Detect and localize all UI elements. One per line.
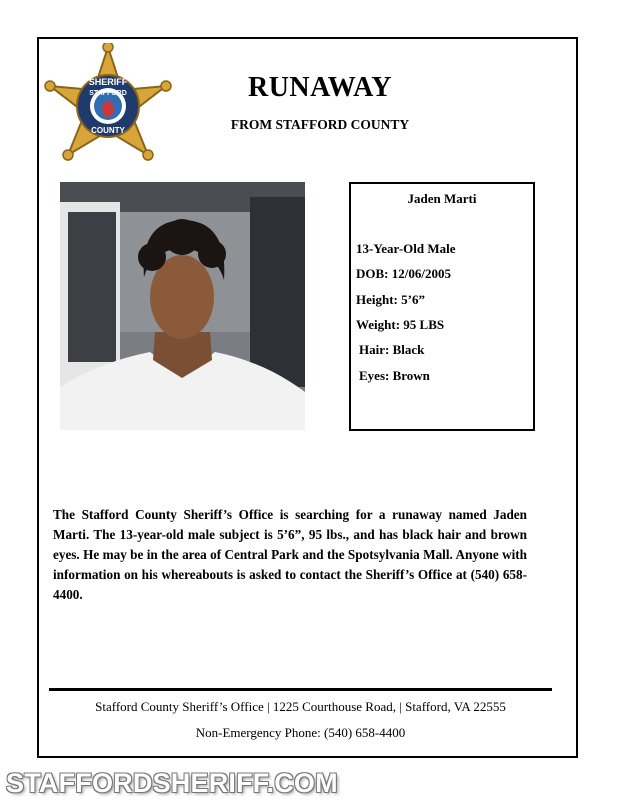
footer-phone: Non-Emergency Phone: (540) 658-4400 — [195, 725, 406, 740]
poster-subtitle: FROM STAFFORD COUNTY — [230, 117, 410, 132]
subject-dob: DOB: 12/06/2005 — [356, 266, 451, 281]
subject-info-box — [349, 182, 535, 431]
description-paragraph: The Stafford County Sheriff’s Office is searching for a runaway named Jaden Marti. The 13-year-old male subject is 5’6”, 95 lbs., and has black hair and brown eyes. He may be in the area of Central Park and the Spotsylvania Mall. Anyone with information on his whereabouts is asked to contact the Sheriff’s Office at (540) 658-4400. — [53, 507, 527, 602]
person-photo-icon — [60, 182, 305, 430]
subject-height: Height: 5’6” — [356, 292, 425, 307]
subject-name: Jaden Marti — [407, 191, 477, 206]
subject-photo — [60, 182, 305, 430]
site-watermark: STAFFORDSHERIFF.COM — [6, 768, 338, 798]
subject-age-sex: 13-Year-Old Male — [356, 241, 456, 256]
subject-hair: Hair: Black — [359, 342, 425, 357]
footer-divider — [49, 688, 552, 691]
sheriff-badge-icon — [42, 43, 174, 169]
subject-eyes: Eyes: Brown — [359, 368, 430, 383]
badge-middle-text: STAFFORD — [89, 90, 127, 97]
footer-address: Stafford County Sheriff’s Office | 1225 Courthouse Road, | Stafford, VA 22555 — [95, 699, 506, 714]
poster-title: RUNAWAY — [247, 72, 393, 103]
subject-weight: Weight: 95 LBS — [356, 317, 445, 332]
badge-bottom-text: COUNTY — [91, 126, 125, 135]
badge-top-text: SHERIFF — [88, 77, 128, 87]
